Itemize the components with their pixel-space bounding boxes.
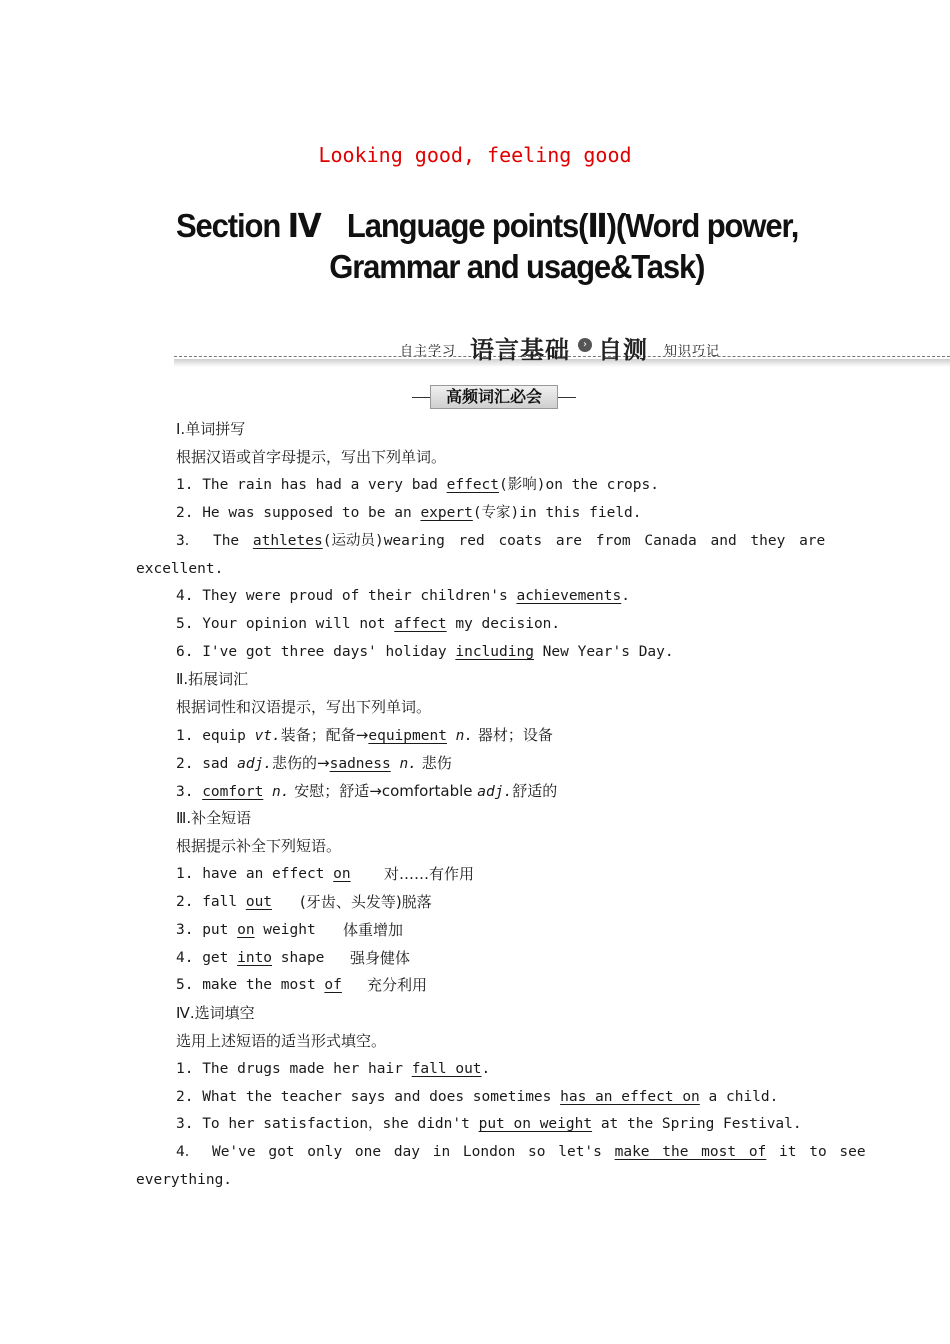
item-text: 1. have an effect [176, 866, 334, 882]
unit-title: Looking good, feeling good [318, 143, 632, 167]
part-of-speech: vt. [254, 728, 281, 744]
item-text: 2. What the teacher says and does sometimes [176, 1089, 561, 1105]
section-title-line2: Grammar and usage&Task) [329, 248, 705, 285]
part-of-speech: adj. [477, 784, 513, 800]
answer: of [324, 977, 342, 993]
chevron-right-icon: › [578, 338, 592, 352]
answer: equipment [368, 728, 447, 744]
item-text: weight [254, 922, 316, 938]
answer: affect [394, 616, 447, 632]
item-text: 2. He was supposed to be an [176, 505, 421, 521]
answer: into [237, 950, 273, 966]
banner-left-label: 自主学习 [400, 344, 457, 359]
item-text: at the Spring Festival. [592, 1116, 802, 1132]
item-text: 1. The rain has had a very bad [176, 477, 447, 493]
item-text: shape [272, 950, 325, 966]
part1-instruction: 根据汉语或首字母提示，写出下列单词。 [176, 448, 447, 466]
item-text: 2. fall [176, 894, 246, 910]
part2-item-1 [176, 725, 553, 746]
part3-item-1 [176, 864, 351, 884]
item-text: 4. get [176, 950, 238, 966]
sub-heading-badge [412, 385, 576, 409]
item-text: 1. The drugs made her hair [176, 1061, 412, 1077]
item-text: my decision. [446, 616, 561, 632]
part1-heading: Ⅰ.单词拼写 [176, 420, 246, 438]
part4-item-2 [176, 1087, 778, 1107]
part3-item-5 [176, 975, 342, 995]
item-meaning: 悲伤 [416, 754, 452, 772]
answer: including [455, 644, 534, 660]
answer: effect [446, 477, 500, 493]
badge-line-left [412, 397, 432, 398]
part3-instruction: 根据提示补全下列短语。 [176, 837, 342, 855]
part3-item-4-meaning: 强身健体 [350, 949, 411, 967]
part4-instruction: 选用上述短语的适当形式填空。 [176, 1032, 387, 1050]
part2-heading: Ⅱ.拓展词汇 [176, 670, 249, 688]
item-text: (专家)in this field. [472, 505, 642, 521]
section-title [176, 206, 799, 285]
part3-item-1-meaning: 对……有作用 [384, 865, 475, 883]
item-text: 4． We've got only one day in London so let's [176, 1144, 615, 1160]
part1-item-1 [176, 475, 659, 495]
part4-heading: Ⅳ.选词填空 [176, 1004, 255, 1022]
item-text: 6. I've got three days' holiday [176, 644, 456, 660]
item-text: 3. To her satisfaction，she didn't [176, 1116, 479, 1132]
answer: on [237, 922, 255, 938]
part4-item-4-continued: everything. [136, 1172, 233, 1188]
part3-item-3 [176, 920, 316, 940]
item-text: 3． The [176, 533, 253, 549]
part3-item-2 [176, 892, 272, 912]
part1-item-3-continued: excellent. [136, 561, 224, 577]
part-of-speech: adj. [237, 756, 273, 772]
answer: on [333, 866, 351, 882]
part1-item-3 [176, 531, 826, 551]
item-text: . [481, 1061, 491, 1077]
item-text: a child. [699, 1089, 779, 1105]
item-meaning: 器材；设备 [473, 726, 553, 744]
item-text: it to see [766, 1144, 866, 1160]
item-text: 2. sad [176, 756, 238, 772]
answer: athletes [252, 533, 323, 549]
part-of-speech: n. [263, 784, 290, 800]
item-meaning: 安慰；舒适→comfortable [289, 782, 478, 800]
item-meaning: 装备；配备→ [280, 726, 369, 744]
answer: has an effect on [560, 1089, 700, 1105]
part1-item-5 [176, 614, 560, 634]
part2-item-2 [176, 753, 452, 774]
part1-item-4 [176, 586, 630, 606]
answer: comfort [202, 784, 264, 800]
item-text: 4. They were proud of their children's [176, 588, 517, 604]
item-text: 3. [176, 784, 203, 800]
answer: put on weight [478, 1116, 593, 1132]
part3-item-5-meaning: 充分利用 [367, 976, 428, 994]
item-meaning: 舒适的 [512, 782, 558, 800]
section-banner [174, 330, 950, 368]
banner-title-2: 自测 [598, 336, 648, 364]
item-text: (运动员)wearing red coats are from Canada and they are [322, 533, 826, 549]
part1-item-6 [176, 642, 674, 662]
answer: achievements [516, 588, 622, 604]
item-text: 3. put [176, 922, 238, 938]
item-text: (影响)on the crops. [499, 477, 659, 493]
answer: out [245, 894, 273, 910]
part2-instruction: 根据词性和汉语提示，写出下列单词。 [176, 698, 432, 716]
item-text: . [621, 588, 630, 604]
part3-item-3-meaning: 体重增加 [343, 921, 404, 939]
item-text: 1. equip [176, 728, 255, 744]
part3-item-2-meaning: (牙齿、头发等)脱落 [300, 893, 432, 911]
part4-item-4 [176, 1142, 866, 1162]
answer: fall out [411, 1061, 482, 1077]
part-of-speech: n. [390, 756, 417, 772]
sub-heading: 高频词汇必会 [430, 385, 558, 409]
answer: make the most of [614, 1144, 767, 1160]
answer: sadness [329, 756, 391, 772]
badge-line-right [556, 397, 576, 398]
item-text: 5. make the most [176, 977, 325, 993]
item-text: New Year's Day. [533, 644, 674, 660]
answer: expert [420, 505, 473, 521]
part3-item-4 [176, 948, 324, 968]
item-meaning: 悲伤的→ [272, 754, 330, 772]
part-of-speech: n. [446, 728, 474, 744]
section-number: Section Ⅳ [176, 207, 321, 244]
section-title-line1: Language points(Ⅱ)(Word power, [346, 207, 799, 244]
part3-heading: Ⅲ.补全短语 [176, 809, 252, 827]
part4-item-1 [176, 1059, 490, 1079]
part4-item-3 [176, 1114, 802, 1134]
part2-item-3 [176, 781, 557, 802]
banner-title-1: 语言基础 [470, 336, 570, 364]
banner-right-label: 知识巧记 [664, 344, 721, 359]
part1-item-2 [176, 503, 642, 523]
item-text: 5. Your opinion will not [176, 616, 395, 632]
